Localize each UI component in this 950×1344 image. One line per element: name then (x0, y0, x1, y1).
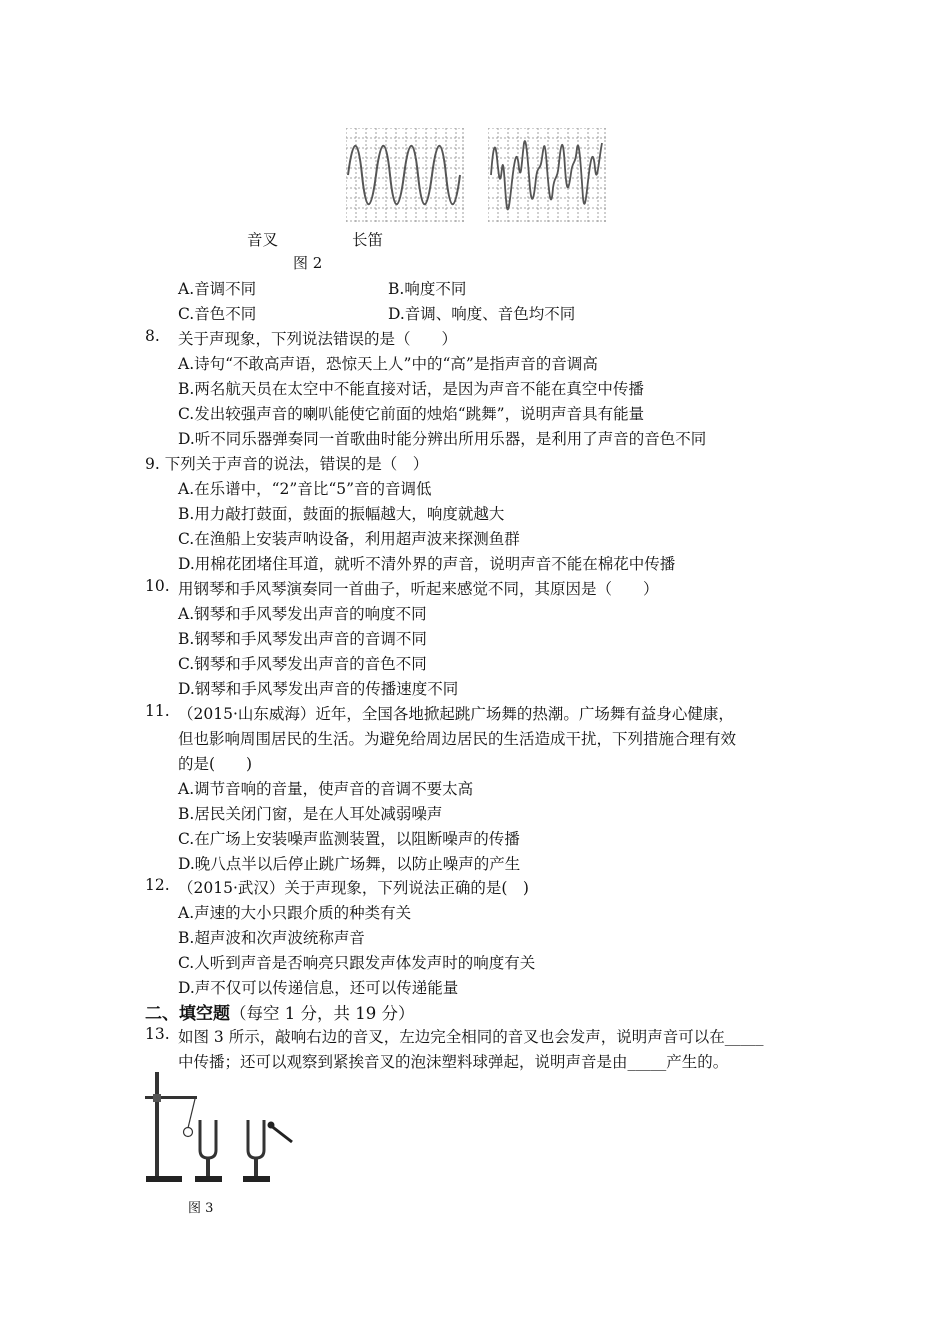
q10-stem: 用钢琴和手风琴演奏同一首曲子，听起来感觉不同，其原因是（ ） (178, 580, 659, 598)
figure3-caption: 图 3 (188, 1201, 214, 1216)
q10-option-b: B.钢琴和手风琴发出声音的音调不同 (178, 630, 427, 648)
q7-option-a: A.音调不同 (178, 280, 257, 298)
q8-option-b: B.两名航天员在太空中不能直接对话，是因为声音不能在真空中传播 (178, 380, 644, 398)
q11-stem-line1: （2015·山东威海）近年，全国各地掀起跳广场舞的热潮。广场舞有益身心健康， (178, 705, 734, 723)
q11-option-d: D.晚八点半以后停止跳广场舞，以防止噪声的产生 (178, 855, 521, 873)
q11-number: 11. (145, 702, 170, 720)
q9-stem: 9. 下列关于声音的说法，错误的是（ ） (145, 455, 429, 473)
figure2-label-flute: 长笛 (352, 231, 384, 249)
q8-option-c: C.发出较强声音的喇叭能使它前面的烛焰“跳舞”，说明声音具有能量 (178, 405, 645, 423)
q8-stem: 关于声现象，下列说法错误的是（ ） (178, 330, 458, 348)
q7-option-b: B.响度不同 (388, 280, 467, 298)
q11-stem-line3: 的是( ) (178, 755, 253, 773)
figure2-label-tuning-fork: 音叉 (247, 231, 279, 249)
q12-option-d: D.声不仅可以传递信息，还可以传递能量 (178, 979, 459, 997)
q9-option-c: C.在渔船上安装声呐设备，利用超声波来探测鱼群 (178, 530, 520, 548)
q11-option-b: B.居民关闭门窗，是在人耳处减弱噪声 (178, 805, 443, 823)
q8-number: 8. (145, 327, 160, 345)
q8-option-a: A.诗句“不敢高声语，恐惊天上人”中的“高”是指声音的音调高 (178, 355, 598, 373)
q12-option-a: A.声速的大小只跟介质的种类有关 (178, 904, 412, 922)
q13-stem-line2: 中传播；还可以观察到紧挨音叉的泡沫塑料球弹起，说明声音是由_____产生的。 (178, 1053, 729, 1071)
q13-number: 13. (145, 1025, 170, 1043)
q12-option-b: B.超声波和次声波统称声音 (178, 929, 365, 947)
q11-option-a: A.调节音响的音量，使声音的音调不要太高 (178, 780, 474, 798)
q8-option-d: D.听不同乐器弹奏同一首歌曲时能分辨出所用乐器，是利用了声音的音色不同 (178, 430, 707, 448)
tuning-fork-apparatus-figure (140, 1068, 300, 1188)
figure2-caption: 图 2 (293, 254, 323, 272)
q10-option-a: A.钢琴和手风琴发出声音的响度不同 (178, 605, 427, 623)
q9-option-a: A.在乐谱中，“2”音比“5”音的音调低 (178, 480, 432, 498)
q10-option-d: D.钢琴和手风琴发出声音的传播速度不同 (178, 680, 459, 698)
flute-waveform (488, 128, 606, 222)
q12-stem: （2015·武汉）关于声现象，下列说法正确的是( ) (178, 879, 529, 897)
q10-number: 10. (145, 577, 170, 595)
q12-number: 12. (145, 876, 170, 894)
q9-option-d: D.用棉花团堵住耳道，就听不清外界的声音，说明声音不能在棉花中传播 (178, 555, 676, 573)
section-title: 二、填空题 (145, 1004, 230, 1024)
section-note: （每空 1 分，共 19 分） (230, 1004, 415, 1023)
q12-option-c: C.人听到声音是否响亮只跟发声体发声时的响度有关 (178, 954, 536, 972)
q7-option-d: D.音调、响度、音色均不同 (388, 305, 576, 323)
q10-option-c: C.钢琴和手风琴发出声音的音色不同 (178, 655, 427, 673)
q13-stem-line1: 如图 3 所示，敲响右边的音叉，左边完全相同的音叉也会发声，说明声音可以在_____ (178, 1028, 764, 1046)
q11-stem-line2: 但也影响周围居民的生活。为避免给周边居民的生活造成干扰，下列措施合理有效 (178, 730, 737, 748)
q7-option-c: C.音色不同 (178, 305, 257, 323)
section-heading (145, 999, 414, 1024)
q11-option-c: C.在广场上安装噪声监测装置，以阻断噪声的传播 (178, 830, 520, 848)
q9-option-b: B.用力敲打鼓面，鼓面的振幅越大，响度就越大 (178, 505, 505, 523)
tuning-fork-waveform (346, 128, 464, 222)
